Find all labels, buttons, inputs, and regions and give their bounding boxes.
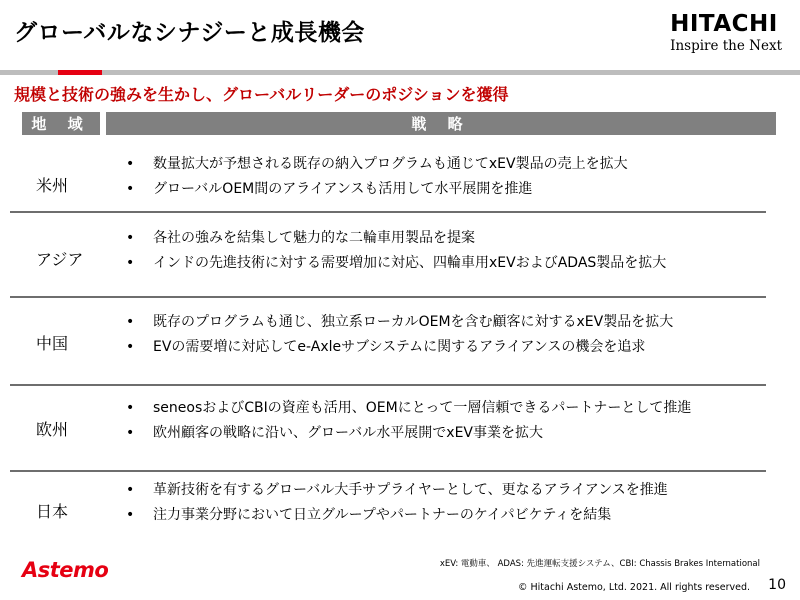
strategy-list [126, 396, 691, 446]
bullet-icon: • [126, 181, 135, 197]
strategy-list [126, 478, 668, 528]
row-divider [10, 296, 766, 298]
bullet-icon: • [126, 314, 135, 330]
astemo-logo: Astemo [22, 558, 109, 582]
region-row-japan [22, 468, 776, 552]
strategy-text: 革新技術を有するグローバル大手サプライヤーとして、更なるアライアンスを推進 [153, 482, 668, 498]
logo-tagline: Inspire the Next [670, 38, 782, 54]
region-name: 中国 [36, 333, 69, 353]
strategy-text: seneosおよびCBIの資産も活用、OEMにとって一層信頼できるパートナーとして推進 [153, 400, 692, 416]
bullet-icon: • [126, 400, 135, 416]
list-item [126, 152, 628, 177]
logo-brand: HITACHI [670, 11, 778, 37]
region-row-americas [22, 142, 776, 226]
page-number: 10 [768, 577, 786, 593]
slide-subtitle: 規模と技術の強みを生かし、グローバルリーダーのポジションを獲得 [14, 85, 509, 104]
region-row-china [22, 300, 776, 384]
strategy-list [126, 152, 628, 202]
bullet-icon: • [126, 425, 135, 441]
bullet-icon: • [126, 255, 135, 271]
list-item [126, 396, 691, 421]
region-name: 欧州 [36, 419, 69, 439]
copyright: © Hitachi Astemo, Ltd. 2021. All rights reserved. [517, 582, 750, 593]
list-item [126, 251, 666, 276]
bullet-icon: • [126, 482, 135, 498]
title-divider [0, 70, 800, 75]
title-divider-accent [58, 70, 102, 75]
list-item [126, 177, 628, 202]
strategy-text: インドの先進技術に対する需要増加に対応、四輪車用xEVおよびADAS製品を拡大 [153, 255, 667, 271]
strategy-list [126, 310, 673, 360]
region-column-header: 地 域 [22, 112, 100, 135]
strategy-text: グローバルOEM間のアライアンスも活用して水平展開を推進 [153, 181, 533, 197]
region-row-asia [22, 216, 776, 300]
region-name: 日本 [36, 501, 69, 521]
list-item [126, 310, 673, 335]
strategy-text: 欧州顧客の戦略に沿い、グローバル水平展開でxEV事業を拡大 [153, 425, 544, 441]
list-item [126, 226, 666, 251]
bullet-icon: • [126, 230, 135, 246]
list-item [126, 421, 691, 446]
list-item [126, 335, 673, 360]
region-row-europe [22, 386, 776, 470]
strategy-list [126, 226, 666, 276]
list-item [126, 503, 668, 528]
bullet-icon: • [126, 156, 135, 172]
list-item [126, 478, 668, 503]
region-name: アジア [36, 249, 84, 269]
row-divider [10, 211, 766, 213]
region-name: 米州 [36, 175, 69, 195]
strategy-text: 各社の強みを結集して魅力的な二輪車用製品を提案 [153, 230, 475, 246]
strategy-text: 既存のプログラムも通じ、独立系ローカルOEMを含む顧客に対するxEV製品を拡大 [153, 314, 674, 330]
strategy-text: 数量拡大が予想される既存の納入プログラムも通じてxEV製品の売上を拡大 [153, 156, 628, 172]
strategy-text: 注力事業分野において日立グループやパートナーのケイパビケティを結集 [153, 507, 612, 523]
page-title: グローバルなシナジーと成長機会 [14, 20, 365, 46]
bullet-icon: • [126, 507, 135, 523]
hitachi-logo [670, 12, 782, 54]
strategy-text: EVの需要増に対応してe-Axleサブシステムに関するアライアンスの機会を追求 [153, 339, 646, 355]
bullet-icon: • [126, 339, 135, 355]
strategy-column-header: 戦 略 [106, 112, 776, 135]
footnote: xEV: 電動車、 ADAS: 先進運転支援システム、CBI: Chassis Brakes International [439, 559, 760, 569]
